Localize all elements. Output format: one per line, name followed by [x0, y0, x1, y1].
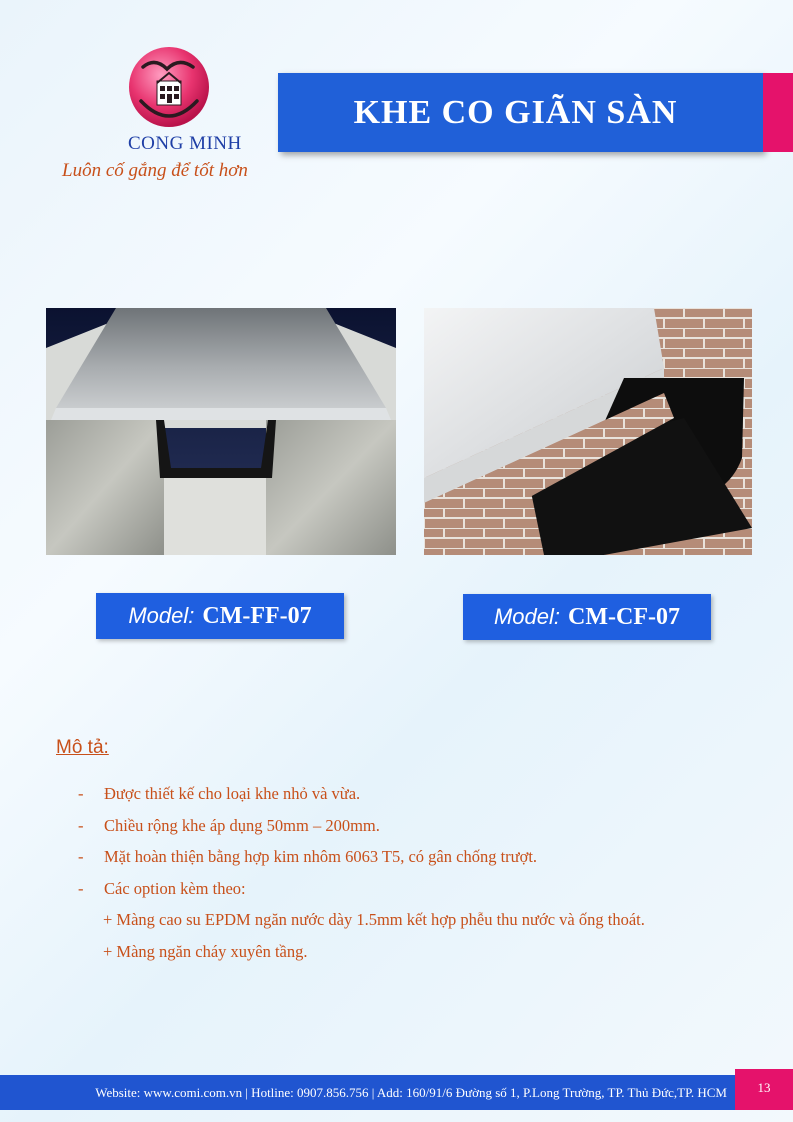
description-list [78, 784, 778, 910]
floor-joint-photo [46, 308, 396, 555]
option-item: + Màng cao su EPDM ngăn nước dày 1.5mm kết hợp phễu thu nước và ống thoát. [103, 910, 645, 929]
page-number: 13 [735, 1069, 793, 1110]
brand-name: CONG MINH [128, 133, 242, 154]
list-item: - Chiều rộng khe áp dụng 50mm – 200mm. [78, 815, 380, 835]
model-code: CM-CF-07 [568, 603, 680, 630]
title-accent-block [763, 73, 793, 152]
list-item: - Mặt hoàn thiện bằng hợp kim nhôm 6063 T5, có gân chống trượt. [78, 847, 538, 866]
footer-contact-text: Website: www.comi.com.vn | Hotline: 0907.856.756 | Add: 160/91/6 Đường số 1, P.Long Trường, TP. Thủ Đức,TP. HCM [95, 1084, 727, 1100]
wall-floor-joint-photo [424, 308, 752, 555]
model-prefix: Model: [493, 604, 561, 629]
description-heading: Mô tả: [56, 737, 109, 758]
list-item: - Các option kèm theo: [78, 878, 246, 898]
model-prefix: Model: [128, 603, 195, 628]
option-list [103, 910, 645, 974]
model-label-1 [96, 593, 344, 639]
title-banner [278, 73, 763, 152]
page-title: KHE CO GIÃN SÀN [353, 93, 678, 131]
company-logo [127, 45, 211, 129]
option-item: + Màng ngăn cháy xuyên tầng. [103, 942, 308, 961]
list-item: - Được thiết kế cho loại khe nhỏ và vừa. [78, 784, 361, 803]
footer-bar [0, 1075, 735, 1110]
model-code: CM-FF-07 [202, 602, 312, 629]
model-label-2 [463, 594, 711, 640]
brand-slogan: Luôn cố gắng để tốt hơn [62, 160, 248, 181]
